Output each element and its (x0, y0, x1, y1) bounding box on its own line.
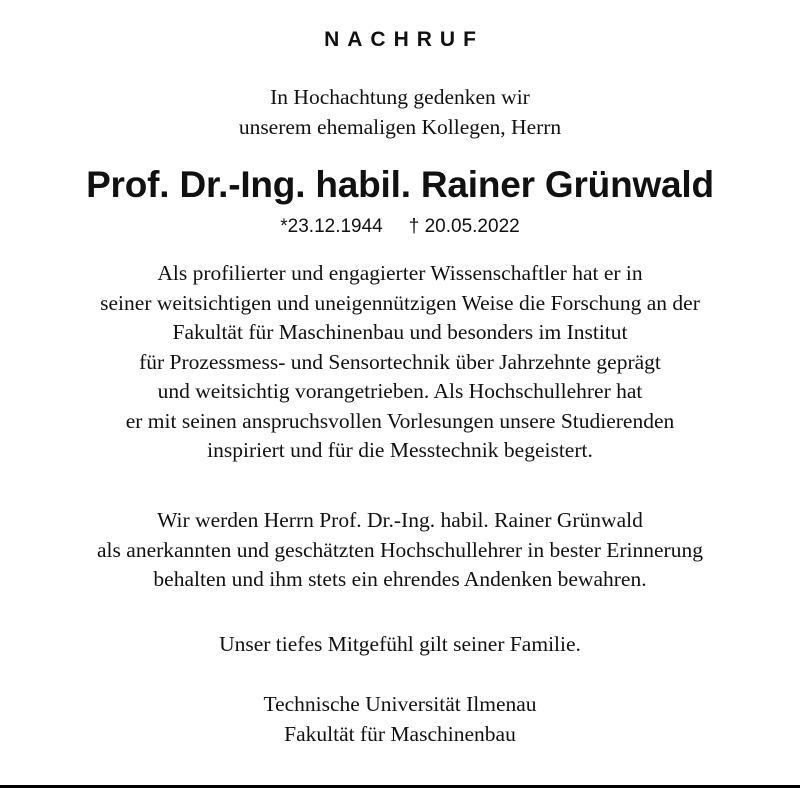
tribute-line: Fakultät für Maschinenbau und besonders im Institut (172, 320, 628, 344)
life-dates (0, 215, 800, 239)
tribute-line: für Prozessmess- und Sensortechnik über Jahrzehnte geprägt (139, 349, 661, 374)
notice-heading: NACHRUF (324, 28, 484, 51)
tribute-paragraph (0, 259, 800, 466)
tribute-line: Als profilierter und engagierter Wissenschaftler hat er in (157, 261, 643, 285)
university-name: Technische Universität Ilmenau (263, 692, 537, 716)
memory-line: Wir werden Herrn Prof. Dr.-Ing. habil. Rainer Grünwald (157, 508, 643, 532)
deceased-name: Prof. Dr.-Ing. habil. Rainer Grünwald (86, 164, 714, 205)
birth-date: *23.12.1944 (280, 216, 383, 237)
signature-block (0, 690, 800, 749)
memory-line: als anerkannten und geschätzten Hochschullehrer in bester Erinnerung (97, 537, 703, 562)
death-date: † 20.05.2022 (408, 216, 520, 237)
intro-line: In Hochachtung gedenken wir (270, 85, 530, 109)
memory-line: behalten und ihm stets ein ehrendes Andenken bewahren. (153, 567, 647, 591)
intro-line: unserem ehemaligen Kollegen, Herrn (238, 114, 562, 139)
tribute-line: seiner weitsichtigen und uneigennützigen Weise die Forschung an der (100, 290, 700, 315)
sympathy-line: Unser tiefes Mitgefühl gilt seiner Familie. (219, 632, 581, 656)
faculty-name: Fakultät für Maschinenbau (284, 721, 516, 746)
intro-text (0, 83, 800, 142)
memory-paragraph (0, 506, 800, 595)
tribute-line: und weitsichtig vorangetrieben. Als Hochschullehrer hat (157, 379, 643, 403)
tribute-line: inspiriert und für die Messtechnik begeistert. (207, 438, 593, 462)
tribute-line: er mit seinen anspruchsvollen Vorlesungen unsere Studierenden (125, 408, 675, 433)
